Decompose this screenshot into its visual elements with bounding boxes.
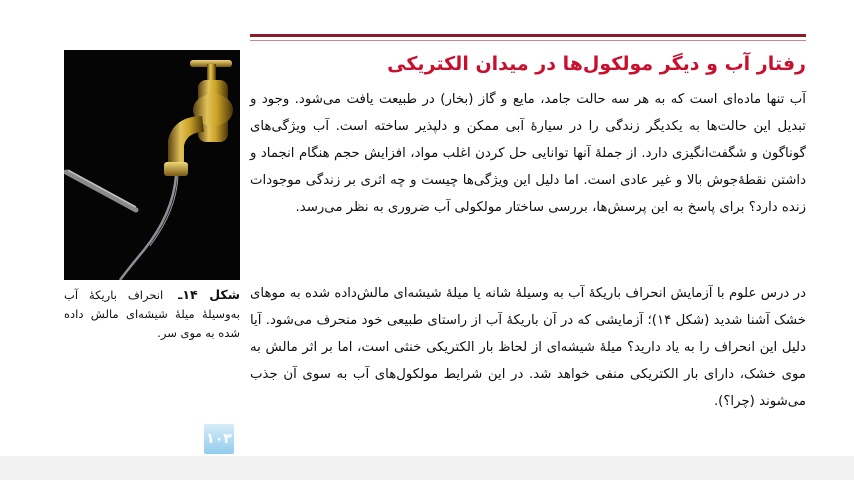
- paragraph-experiment: در درس علوم با آزمایش انحراف باریکهٔ آب به وسیلهٔ شانه یا میلهٔ شیشه‌ای مالش‌داده شده به موهای خشک آشنا شدید (شکل ۱۴)؛ آزمایشی که در آن باریکهٔ آب از راستای طبیعی خود منحرف می‌شود. آیا دلیل این انحراف را به یاد دارید؟ میلهٔ شیشه‌ای از لحاظ بار الکتریکی خنثی است، اما بر اثر مالش به موی خشک، دارای بار الکتریکی منفی خواهد شد. در این شرایط مولکول‌های آب به سوی آن جذب می‌شوند (چرا؟).: [250, 286, 806, 409]
- paragraph-intro: آب تنها ماده‌ای است که به هر سه حالت جامد، مایع و گاز (بخار) در طبیعت یافت می‌شود. وجود و تبدیل این حالت‌ها به یکدیگر زندگی را در سیارهٔ آبی ممکن و دلپذیر ساخته است. آب ویژگی‌های گوناگون و شگفت‌انگیزی دارد. از جملهٔ آنها توانایی حل کردن اغلب مواد، افزایش حجم هنگام انجماد و داشتن نقطهٔ‌جوش بالا و غیر عادی است. اما دلیل این ویژگی‌ها چیست و چه اثری بر زندگی موجودات زنده دارد؟ برای پاسخ به این پرسش‌ها، بررسی ساختار مولکولی آب ضروری به نظر می‌رسد.: [250, 92, 806, 215]
- bottom-band: [0, 456, 854, 480]
- figure-label: شکل ۱۴ـ: [178, 287, 240, 302]
- header-rule: [250, 34, 806, 37]
- figure-caption-text: انحراف باریکهٔ آب به‌وسیلهٔ میلهٔ شیشه‌ای مالش داده شده به موی سر.: [64, 288, 240, 340]
- page-number: ۱۰۳: [204, 424, 234, 454]
- figure-photo: [64, 50, 240, 280]
- figure-caption: [64, 285, 240, 343]
- header-rule-thin: [250, 40, 806, 41]
- water-tap-icon: [64, 50, 240, 280]
- section-title: رفتار آب و دیگر مولکول‌ها در میدان الکتریکی: [387, 53, 806, 75]
